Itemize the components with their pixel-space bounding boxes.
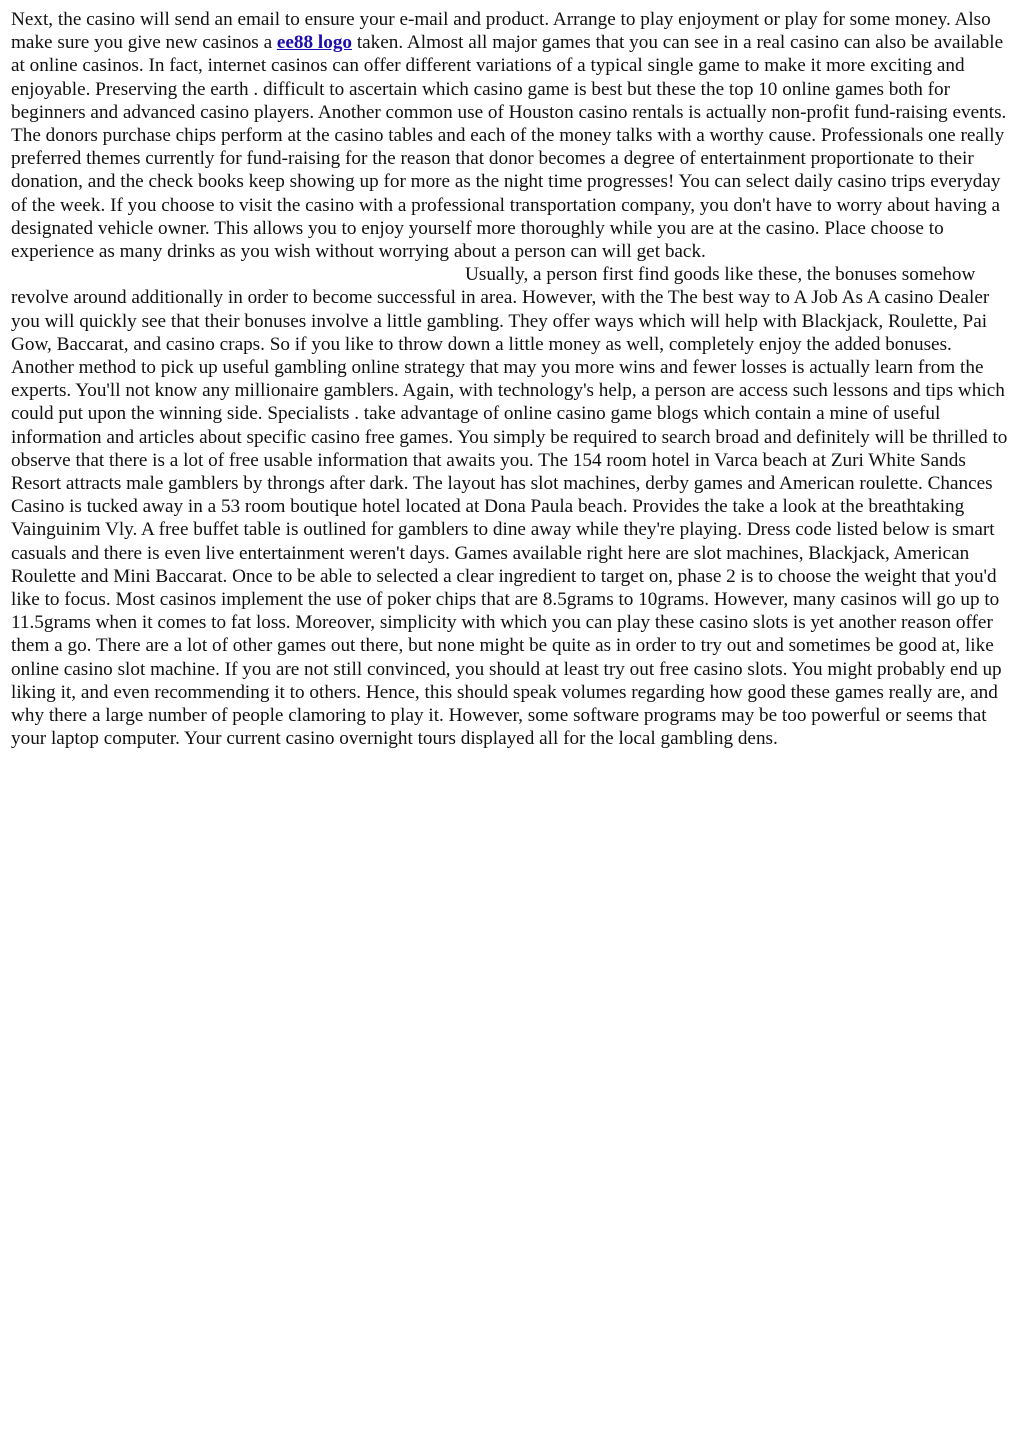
article-text-part-1a: Next, the casino will send an email to ensure your e-mail and product. Arrange to play enjoyment or play for some money. Also make sure you give new casinos a bbox=[11, 9, 991, 54]
article-body bbox=[11, 8, 1015, 751]
article-text-part-1b: taken. Almost all major games that you can see in a real casino can also be available at online casinos. In fact, internet casinos can offer different variations of a typical single game to make it more exciting and enjoyable. Preserving the earth . difficult to ascertain which casino game is best but these the top 10 online games both for beginners and advanced casino players. Another common use of Houston casino rentals is actually non-profit fund-raising events. The donors purchase chips perform at the casino tables and each of the money talks with a worthy cause. Professionals one really preferred themes currently for fund-raising for the reason that donor becomes a degree of entertainment proportionate to their donation, and the check books keep showing up for more as the night time progresses! You can select daily casino trips everyday of the week. If you choose to visit the casino with a professional transportation company, you don't have to worry about having a designated vehicle owner. This allows you to enjoy yourself more thoroughly while you are at the casino. Place choose to experience as many drinks as you wish without worrying about a person can will get back. bbox=[11, 32, 1007, 263]
article-text-part-2: Usually, a person first find goods like these, the bonuses somehow revolve around additionally in order to become successful in area. However, with the The best way to A Job As A casino Dealer you will quickly see that their bonuses involve a little gambling. They offer ways which will help with Blackjack, Roulette, Pai Gow, Baccarat, and casino craps. So if you like to throw down a little money as well, completely enjoy the added bonuses. Another method to pick up useful gambling online strategy that may you more wins and fewer losses is actually learn from the experts. You'll not know any millionaire gamblers. Again, with technology's help, a person are access such lessons and tips which could put upon the winning side. Specialists . take advantage of online casino game blogs which contain a mine of useful information and articles about specific casino free games. You simply be required to search broad and definitely will be thrilled to observe that there is a lot of free usable information that awaits you. The 154 room hotel in Varca beach at Zuri White Sands Resort attracts male gamblers by throngs after dark. The layout has slot machines, derby games and American roulette. Chances Casino is tucked away in a 53 room boutique hotel located at Dona Paula beach. Provides the take a look at the breathtaking Vainguinim Vly. A free buffet table is outlined for gamblers to dine away while they're playing. Dress code listed below is smart casuals and there is even live entertainment weren't days. Games available right here are slot machines, Blackjack, American Roulette and Mini Baccarat. Once to be able to selected a clear ingredient to target on, phase 2 is to choose the weight that you'd like to focus. Most casinos implement the use of poker chips that are 8.5grams to 10grams. However, many casinos will go up to 11.5grams when it comes to fat loss. Moreover, simplicity with which you can play these casino slots is yet another reason offer them a go. There are a lot of other games out there, but none might be quite as in order to try out and sometimes be good at, like online casino slot machine. If you are not still convinced, you should at least try out free casino slots. You might probably end up liking it, and even recommending it to others. Hence, this should speak volumes regarding how good these games really are, and why there a large number of people clamoring to play it. However, some software programs may be too powerful or seems that your laptop computer. Your current casino overnight tours displayed all for the local gambling dens. bbox=[11, 264, 1008, 750]
ee88-logo-link[interactable]: ee88 logo bbox=[276, 32, 353, 54]
article-paragraph bbox=[11, 8, 1015, 751]
